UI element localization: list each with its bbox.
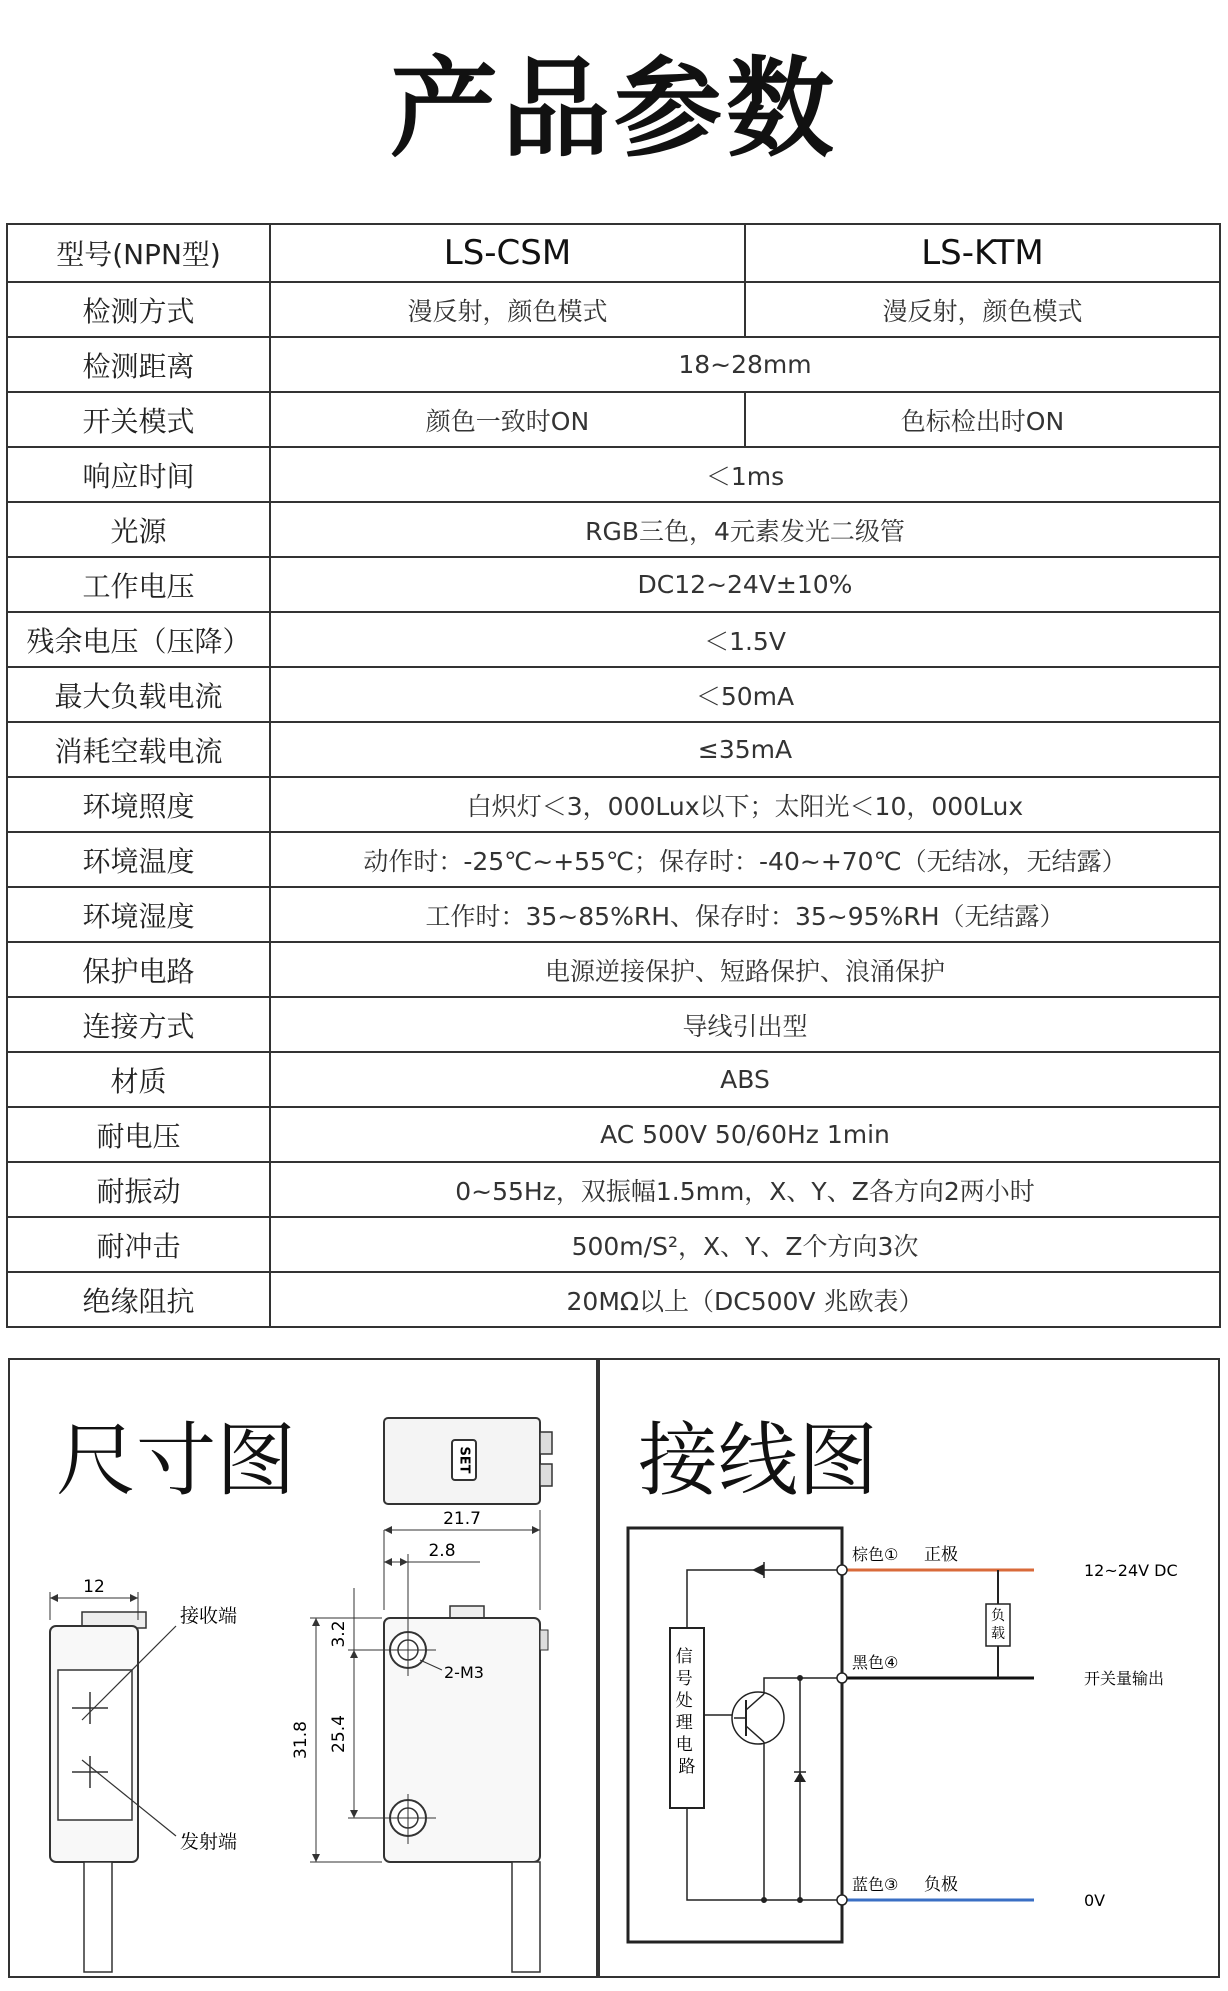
spec-row-label: 绝缘阻抗 bbox=[7, 1272, 270, 1327]
spec-row-label: 工作电压 bbox=[7, 557, 270, 612]
spec-row bbox=[7, 1107, 1220, 1162]
spec-row bbox=[7, 722, 1220, 777]
spec-row bbox=[7, 612, 1220, 667]
spec-row-value: 漫反射，颜色模式 bbox=[270, 282, 745, 337]
spec-row bbox=[7, 392, 1220, 447]
spec-row-value: AC 500V 50/60Hz 1min bbox=[270, 1107, 1220, 1162]
spec-row-value: ABS bbox=[270, 1052, 1220, 1107]
spec-row-label: 残余电压（压降） bbox=[7, 612, 270, 667]
spec-row-label: 检测距离 bbox=[7, 337, 270, 392]
spec-row-value: 色标检出时ON bbox=[745, 392, 1220, 447]
spec-row bbox=[7, 282, 1220, 337]
spec-row bbox=[7, 447, 1220, 502]
spec-row-value: DC12~24V±10% bbox=[270, 557, 1220, 612]
spec-row bbox=[7, 777, 1220, 832]
spec-row-label: 消耗空载电流 bbox=[7, 722, 270, 777]
spec-row bbox=[7, 832, 1220, 887]
spec-model-2: LS-KTM bbox=[745, 224, 1220, 282]
spec-model-1: LS-CSM bbox=[270, 224, 745, 282]
sensor-top-view bbox=[384, 1418, 552, 1504]
spec-row bbox=[7, 557, 1220, 612]
dimension-drawing-panel bbox=[8, 1358, 598, 1978]
hole-top-dim: 3.2 bbox=[329, 1620, 349, 1648]
spec-row-label: 环境照度 bbox=[7, 777, 270, 832]
hole-spacing-dim: 25.4 bbox=[329, 1715, 349, 1753]
receiver-label: 接收端 bbox=[180, 1605, 238, 1627]
set-label: SET bbox=[456, 1446, 472, 1474]
spec-row-label: 耐电压 bbox=[7, 1107, 270, 1162]
height-dim: 31.8 bbox=[291, 1721, 311, 1759]
page-title: 产品参数 bbox=[389, 47, 838, 172]
spec-row bbox=[7, 997, 1220, 1052]
spec-row-value: RGB三色，4元素发光二级管 bbox=[270, 502, 1220, 557]
spec-row-value: 18~28mm bbox=[270, 337, 1220, 392]
spec-row-label: 环境温度 bbox=[7, 832, 270, 887]
spec-row-label: 耐振动 bbox=[7, 1162, 270, 1217]
circuit-label: 信 号 处 理 电 路 bbox=[675, 1647, 696, 1777]
wiring-diagram-panel bbox=[598, 1358, 1220, 1978]
width-front-dim: 12 bbox=[83, 1577, 105, 1597]
spec-row-value: 0~55Hz，双振幅1.5mm，X、Y、Z各方向2两小时 bbox=[270, 1162, 1220, 1217]
spec-row-value: 白炽灯＜3，000Lux以下；太阳光＜10，000Lux bbox=[270, 777, 1220, 832]
black-wire-label: 黑色④ bbox=[852, 1653, 899, 1672]
spec-row-value: 动作时：-25℃~+55℃；保存时：-40~+70℃（无结冰，无结露） bbox=[270, 832, 1220, 887]
spec-row-label: 材质 bbox=[7, 1052, 270, 1107]
sensor-side-view bbox=[291, 1509, 548, 1972]
spec-row bbox=[7, 887, 1220, 942]
brown-wire-terminal: 12~24V DC bbox=[1084, 1561, 1178, 1580]
blue-wire-role: 负极 bbox=[924, 1875, 958, 1895]
emitter-label: 发射端 bbox=[180, 1831, 238, 1853]
spec-row-label: 响应时间 bbox=[7, 447, 270, 502]
spec-header-row bbox=[7, 224, 1220, 282]
hole-offset-dim: 2.8 bbox=[428, 1541, 456, 1561]
spec-row-label: 保护电路 bbox=[7, 942, 270, 997]
circuit-char: 信 bbox=[675, 1647, 693, 1667]
spec-row bbox=[7, 1052, 1220, 1107]
dimension-drawing bbox=[10, 1360, 596, 1976]
width-side-dim: 21.7 bbox=[443, 1509, 481, 1529]
sensor-front-view bbox=[50, 1577, 237, 1972]
spec-row bbox=[7, 1162, 1220, 1217]
spec-row bbox=[7, 502, 1220, 557]
spec-row-value: 颜色一致时ON bbox=[270, 392, 745, 447]
spec-row bbox=[7, 337, 1220, 392]
spec-row bbox=[7, 942, 1220, 997]
spec-row-value: 500m/S²，X、Y、Z个方向3次 bbox=[270, 1217, 1220, 1272]
spec-row bbox=[7, 667, 1220, 722]
spec-table bbox=[6, 223, 1221, 1328]
spec-row-value: 导线引出型 bbox=[270, 997, 1220, 1052]
hole-spec-dim: 2-M3 bbox=[444, 1663, 484, 1682]
spec-row-label: 检测方式 bbox=[7, 282, 270, 337]
spec-row-value: ＜1ms bbox=[270, 447, 1220, 502]
spec-row-value: ＜1.5V bbox=[270, 612, 1220, 667]
spec-row-value: ≤35mA bbox=[270, 722, 1220, 777]
spec-row-value: 漫反射，颜色模式 bbox=[745, 282, 1220, 337]
spec-row-label: 最大负载电流 bbox=[7, 667, 270, 722]
spec-row-label: 连接方式 bbox=[7, 997, 270, 1052]
brown-wire-label: 棕色① bbox=[852, 1545, 899, 1564]
spec-row-value: ＜50mA bbox=[270, 667, 1220, 722]
spec-row bbox=[7, 1272, 1220, 1327]
spec-row-value: 20MΩ以上（DC500V 兆欧表） bbox=[270, 1272, 1220, 1327]
load-label: 负载 bbox=[991, 1608, 1005, 1642]
spec-row-label: 光源 bbox=[7, 502, 270, 557]
spec-row-value: 工作时：35~85%RH、保存时：35~95%RH（无结露） bbox=[270, 887, 1220, 942]
spec-row-value: 电源逆接保护、短路保护、浪涌保护 bbox=[270, 942, 1220, 997]
spec-header-label: 型号(NPN型) bbox=[7, 224, 270, 282]
black-wire-terminal: 开关量输出 bbox=[1084, 1669, 1165, 1688]
wiring-diagram bbox=[600, 1360, 1218, 1976]
dimension-drawing-title: 尺寸图 bbox=[56, 1414, 296, 1507]
spec-row bbox=[7, 1217, 1220, 1272]
blue-wire-label: 蓝色③ bbox=[852, 1875, 899, 1894]
spec-row-label: 开关模式 bbox=[7, 392, 270, 447]
brown-wire-role: 正极 bbox=[924, 1545, 958, 1565]
spec-row-label: 环境湿度 bbox=[7, 887, 270, 942]
wiring-diagram-title: 接线图 bbox=[638, 1414, 878, 1507]
spec-row-label: 耐冲击 bbox=[7, 1217, 270, 1272]
blue-wire-terminal: 0V bbox=[1084, 1891, 1106, 1910]
